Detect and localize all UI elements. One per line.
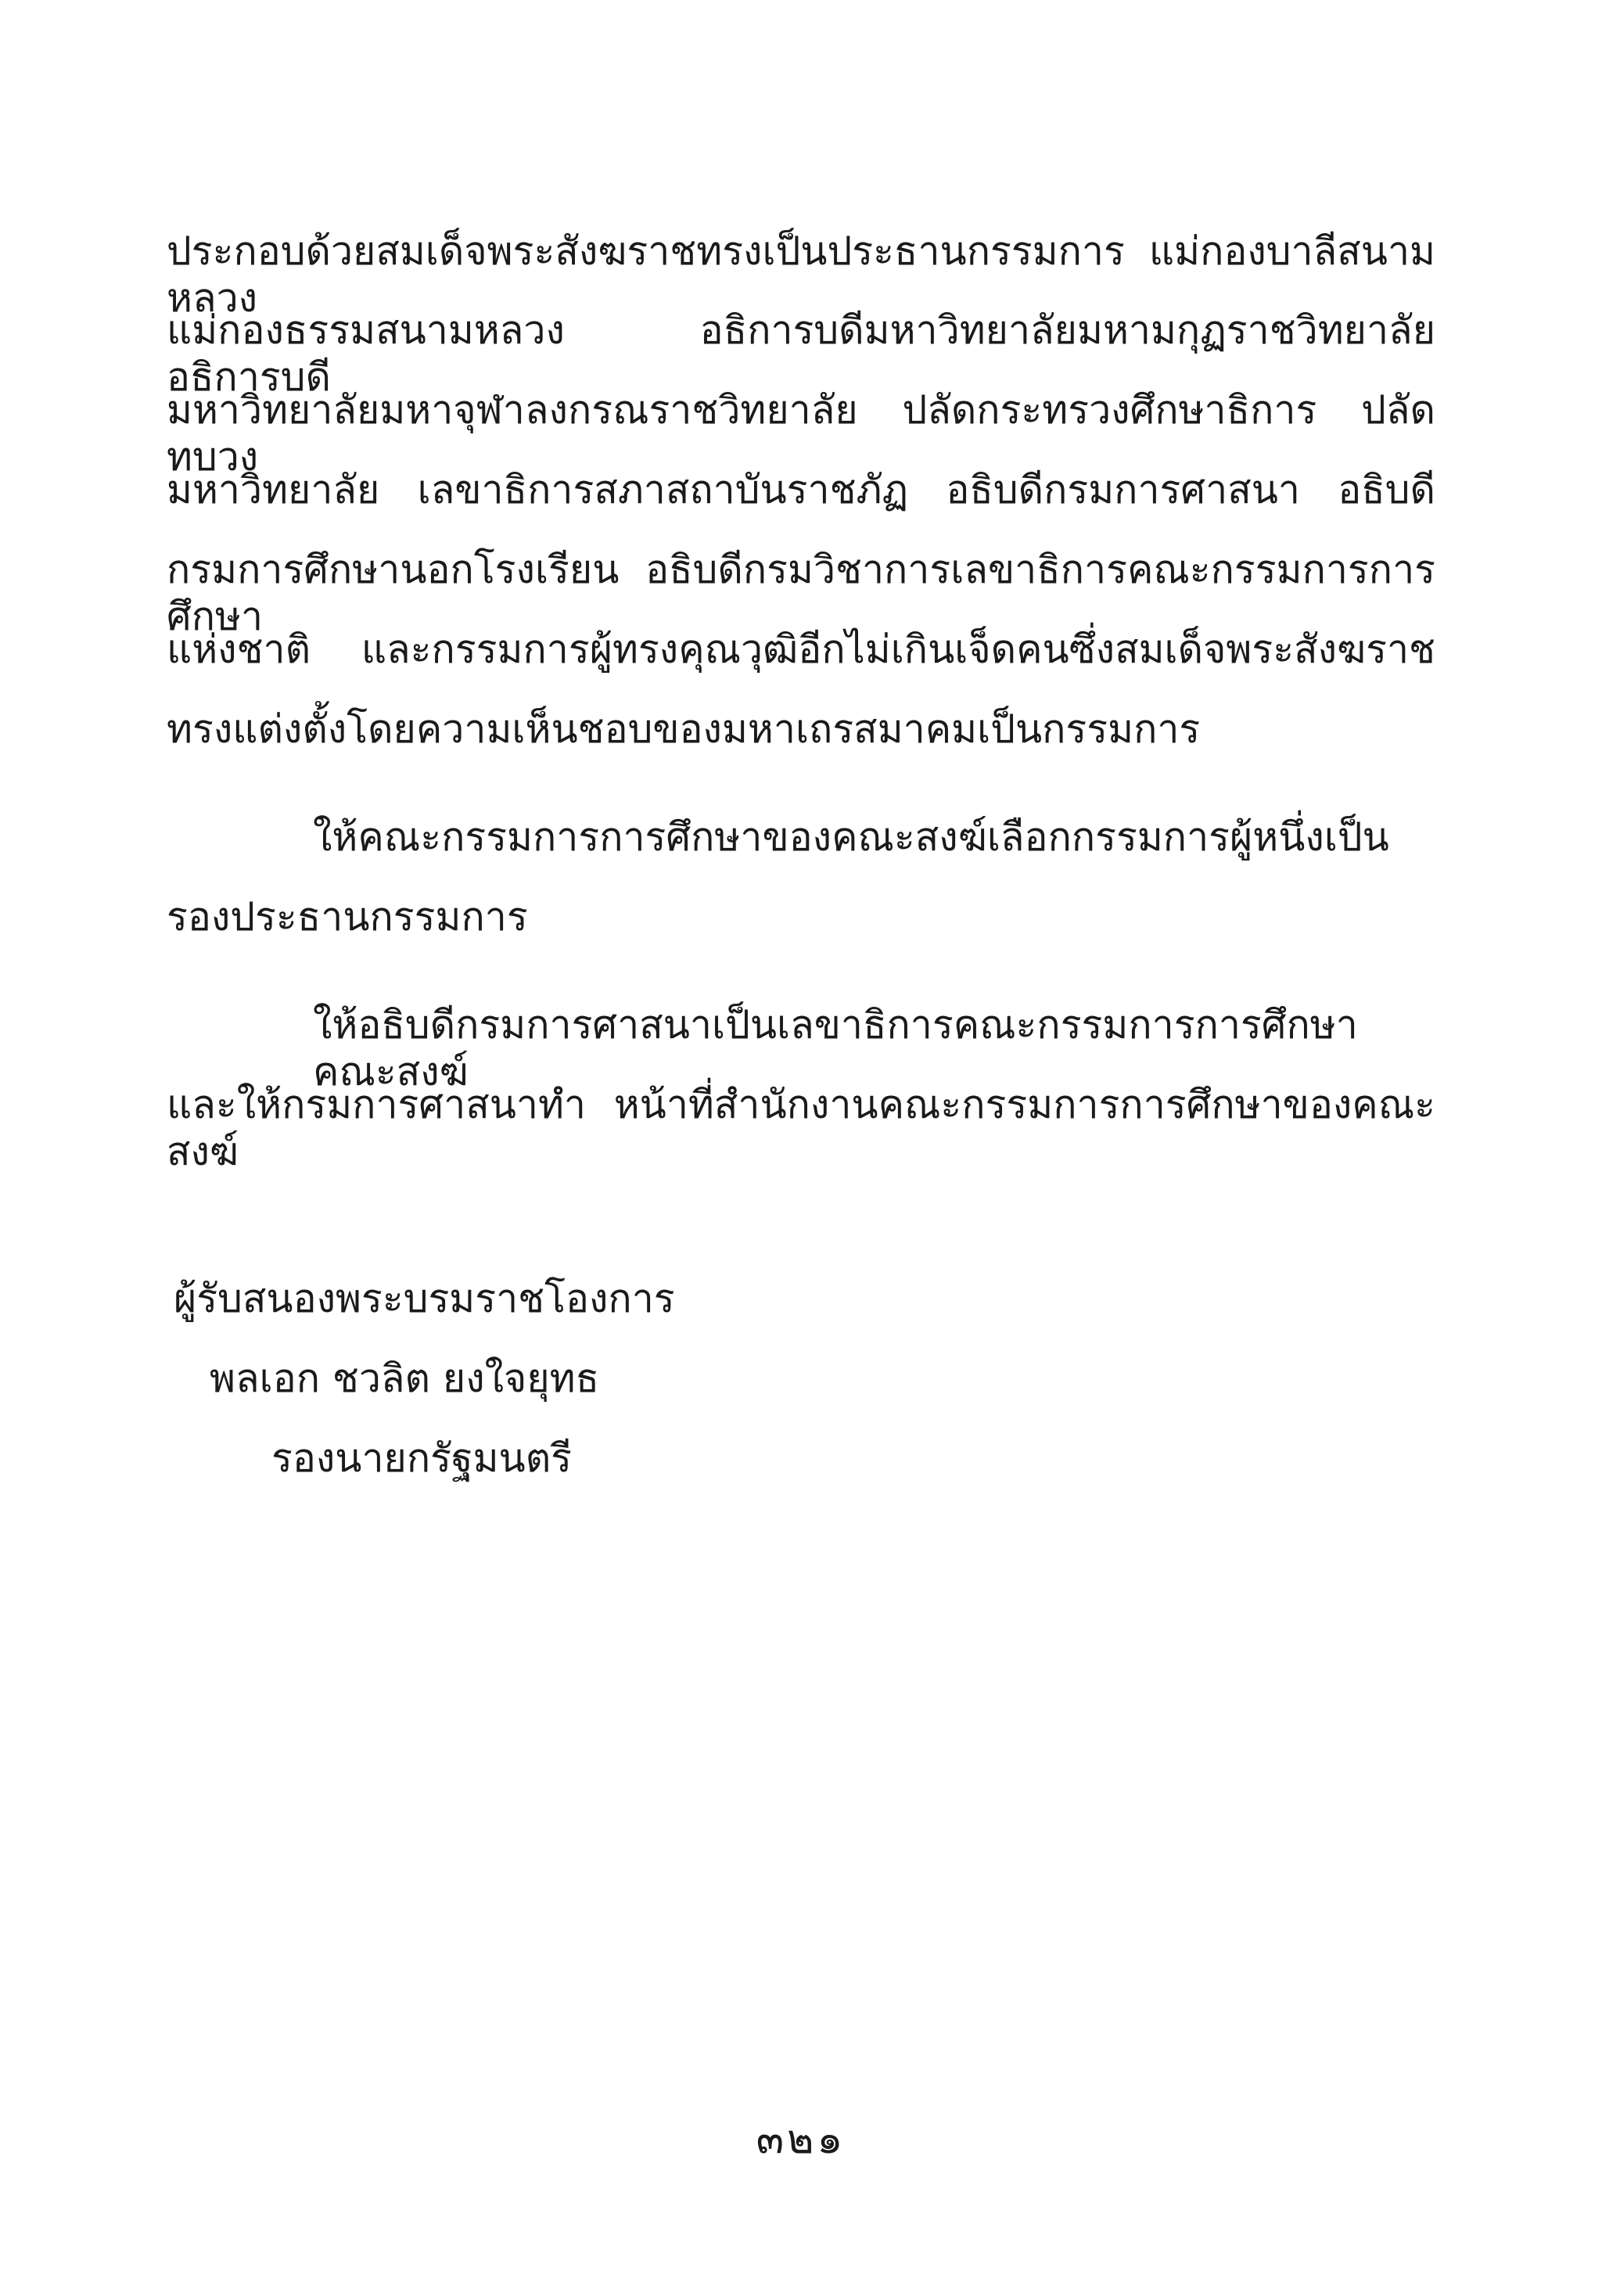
paragraph1-line-1: ประกอบด้วยสมเด็จพระสังฆราชทรงเป็นประธานกรรมการ แม่กองบาลีสนามหลวง [167,228,1435,321]
paragraph1-line-6: แห่งชาติ และกรรมการผู้ทรงคุณวุฒิอีกไม่เกินเจ็ดคนซึ่งสมเด็จพระสังฆราช [167,627,1435,672]
paragraph1-line-4: มหาวิทยาลัย เลขาธิการสภาสถาบันราชภัฏ อธิบดีกรมการศาสนา อธิบดี [167,467,1435,512]
paragraph1-line-5: กรมการศึกษานอกโรงเรียน อธิบดีกรมวิชาการเลขาธิการคณะกรรมการการศึกษา [167,547,1435,639]
signatory-name: พลเอก ชวลิต ยงใจยุทธ [210,1356,600,1401]
paragraph3-line-1: ให้อธิบดีกรมการศาสนาเป็นเลขาธิการคณะกรรมการการศึกษาคณะสงฆ์ [313,1002,1358,1094]
paragraph1-line-7: ทรงแต่งตั้งโดยความเห็นชอบของมหาเถรสมาคมเป็นกรรมการ [167,706,1201,752]
paragraph1-line-3: มหาวิทยาลัยมหาจุฬาลงกรณราชวิทยาลัย ปลัดกระทรวงศึกษาธิการ ปลัดทบวง [167,387,1435,480]
page-number: ๓๒๑ [756,2116,846,2163]
paragraph2-line-2: รองประธานกรรมการ [167,894,528,940]
countersign-label: ผู้รับสนองพระบรมราชโองการ [174,1276,675,1321]
paragraph1-line-2: แม่กองธรรมสนามหลวง อธิการบดีมหาวิทยาลัยมหามกุฏราชวิทยาลัย อธิการบดี [167,307,1435,400]
paragraph2-line-1: ให้คณะกรรมการการศึกษาของคณะสงฆ์เลือกกรรมการผู้หนึ่งเป็น [313,814,1389,860]
paragraph3-line-2: และให้กรมการศาสนาทำ หน้าที่สำนักงานคณะกรรมการการศึกษาของคณะสงฆ์ [167,1082,1435,1174]
signatory-position: รองนายกรัฐมนตรี [271,1435,573,1481]
